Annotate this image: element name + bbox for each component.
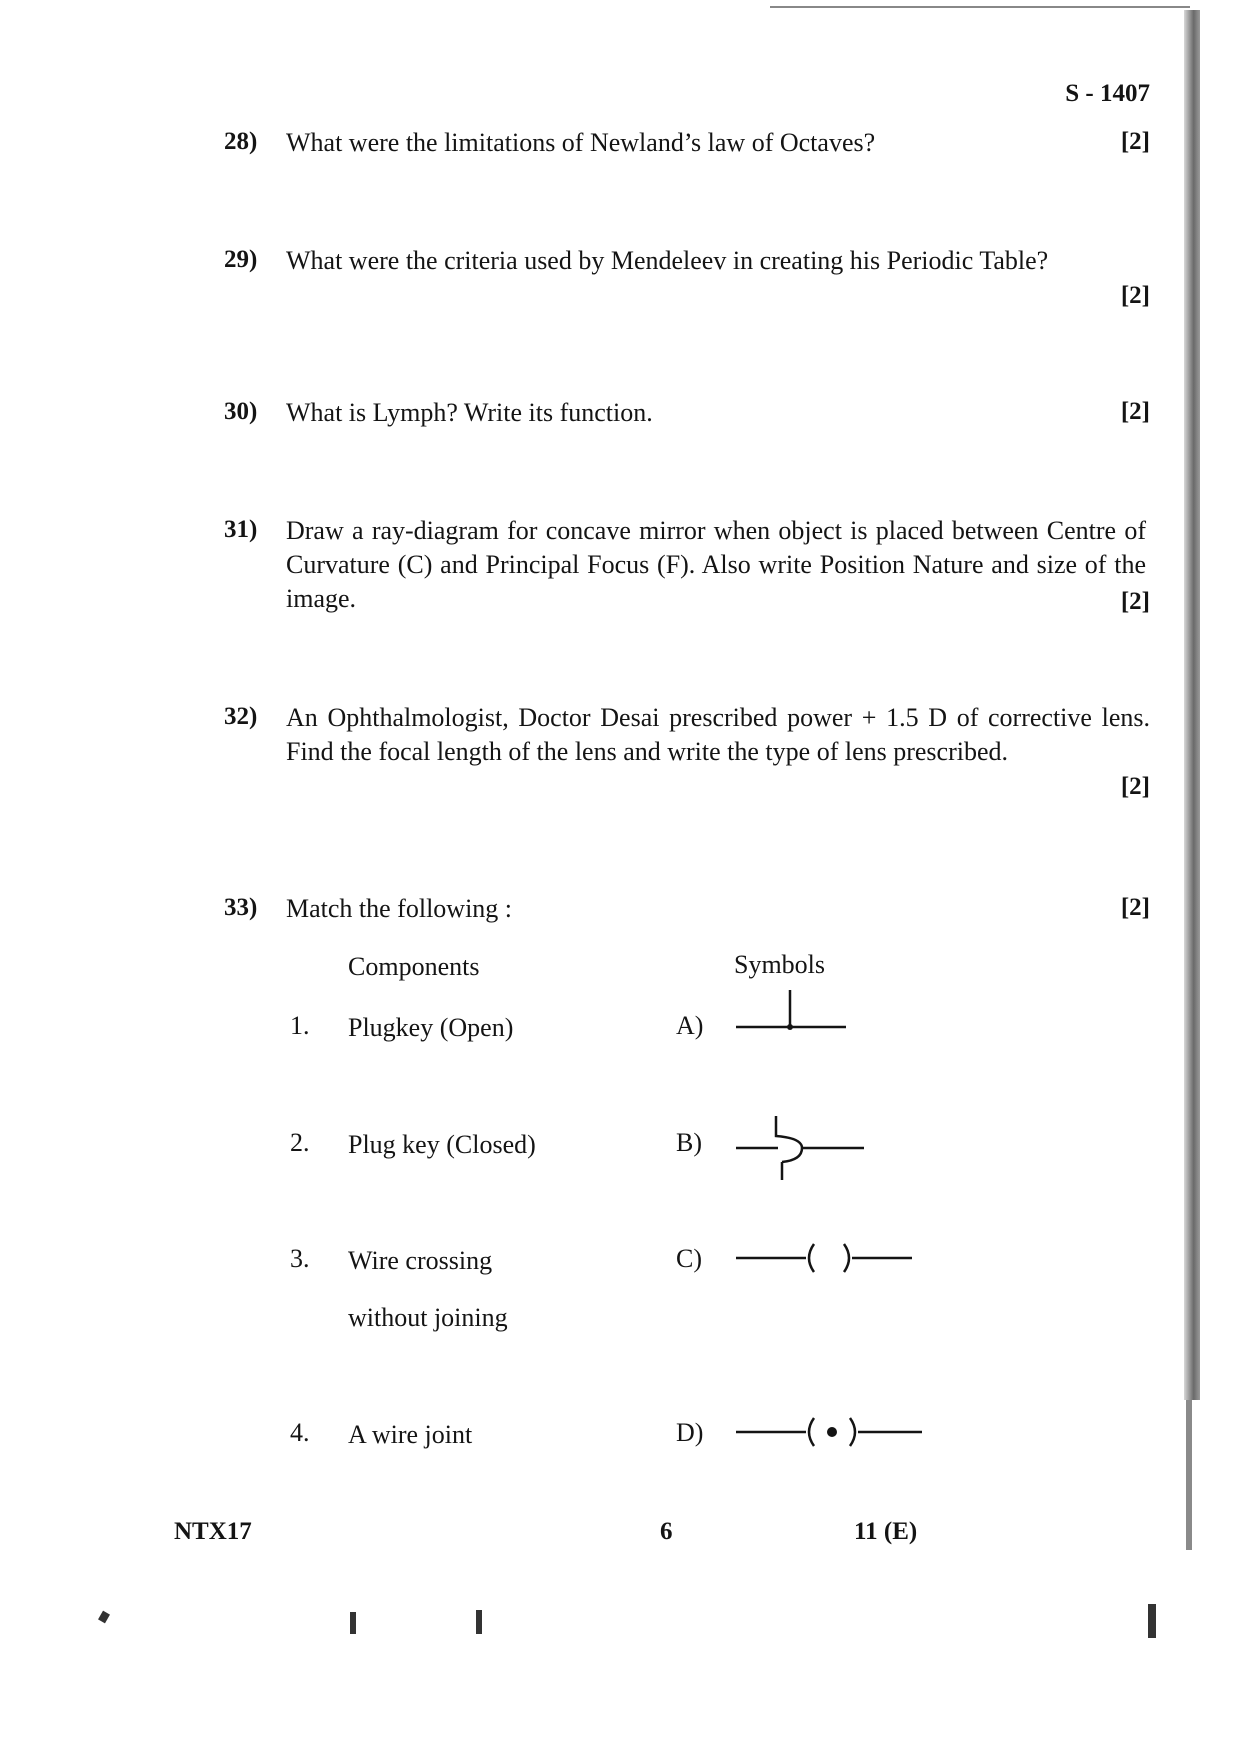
match-item-number: 1. [290,1011,310,1040]
scan-top-line [770,6,1190,8]
match-option-label: C) [676,1244,702,1273]
page-number: 6 [660,1518,673,1545]
scan-speck [98,1611,110,1624]
question-text: Match the following : [286,894,513,923]
question-text: What were the limitations of Newland’s law of Octaves? [286,128,876,157]
match-item-number: 2. [290,1128,310,1157]
match-item-text: A wire joint [348,1420,473,1449]
t-junction-symbol-icon [732,986,852,1036]
closed-plug-key-symbol-icon [734,1410,924,1454]
scan-right-edge-lower [1186,1400,1192,1550]
scan-right-edge [1184,10,1200,1400]
match-item-number: 4. [290,1418,310,1447]
question-marks: [2] [1120,894,1150,921]
footer-code: NTX17 [174,1518,252,1545]
footer-language-code: 11 (E) [854,1518,918,1545]
match-item-text: Plug key (Closed) [348,1130,536,1159]
question-number: 30) [224,398,258,425]
question-marks: [2] [1120,128,1150,155]
match-item-number: 3. [290,1244,310,1273]
question-number: 33) [224,894,258,921]
question-text: What is Lymph? Write its function. [286,398,653,427]
match-option-label: A) [676,1011,704,1040]
match-option-label: B) [676,1128,702,1157]
match-item-text: Wire crossing [348,1246,493,1275]
match-item-text: Plugkey (Open) [348,1013,514,1042]
symbols-heading: Symbols [734,950,826,979]
question-marks: [2] [1120,588,1150,615]
question-text: Draw a ray-diagram for concave mirror when object is placed between Centre of Curvature (C) and Principal Focus (F). Also write Position Nature and size of the image. [286,516,1146,613]
question-number: 28) [224,128,258,155]
question-marks: [2] [1120,773,1150,800]
scan-speck [1148,1604,1156,1638]
question-number: 31) [224,516,258,543]
match-item-text-continuation: without joining [348,1303,508,1332]
match-option-label: D) [676,1418,704,1447]
scan-speck [350,1612,356,1634]
question-text: What were the criteria used by Mendeleev in creating his Periodic Table? [286,246,1049,275]
question-number: 29) [224,246,258,273]
paper-code: S - 1407 [1065,80,1150,107]
wire-crossing-hop-symbol-icon [732,1108,872,1188]
question-text: An Ophthalmologist, Doctor Desai prescribed power + 1.5 D of corrective lens. Find the focal length of the lens and write the type of lens prescribed. [286,703,1150,766]
question-number: 32) [224,703,258,730]
components-heading: Components [348,952,480,981]
question-marks: [2] [1120,398,1150,425]
scan-speck [476,1610,482,1634]
question-marks: [2] [1120,282,1150,309]
open-plug-key-symbol-icon [734,1236,914,1280]
